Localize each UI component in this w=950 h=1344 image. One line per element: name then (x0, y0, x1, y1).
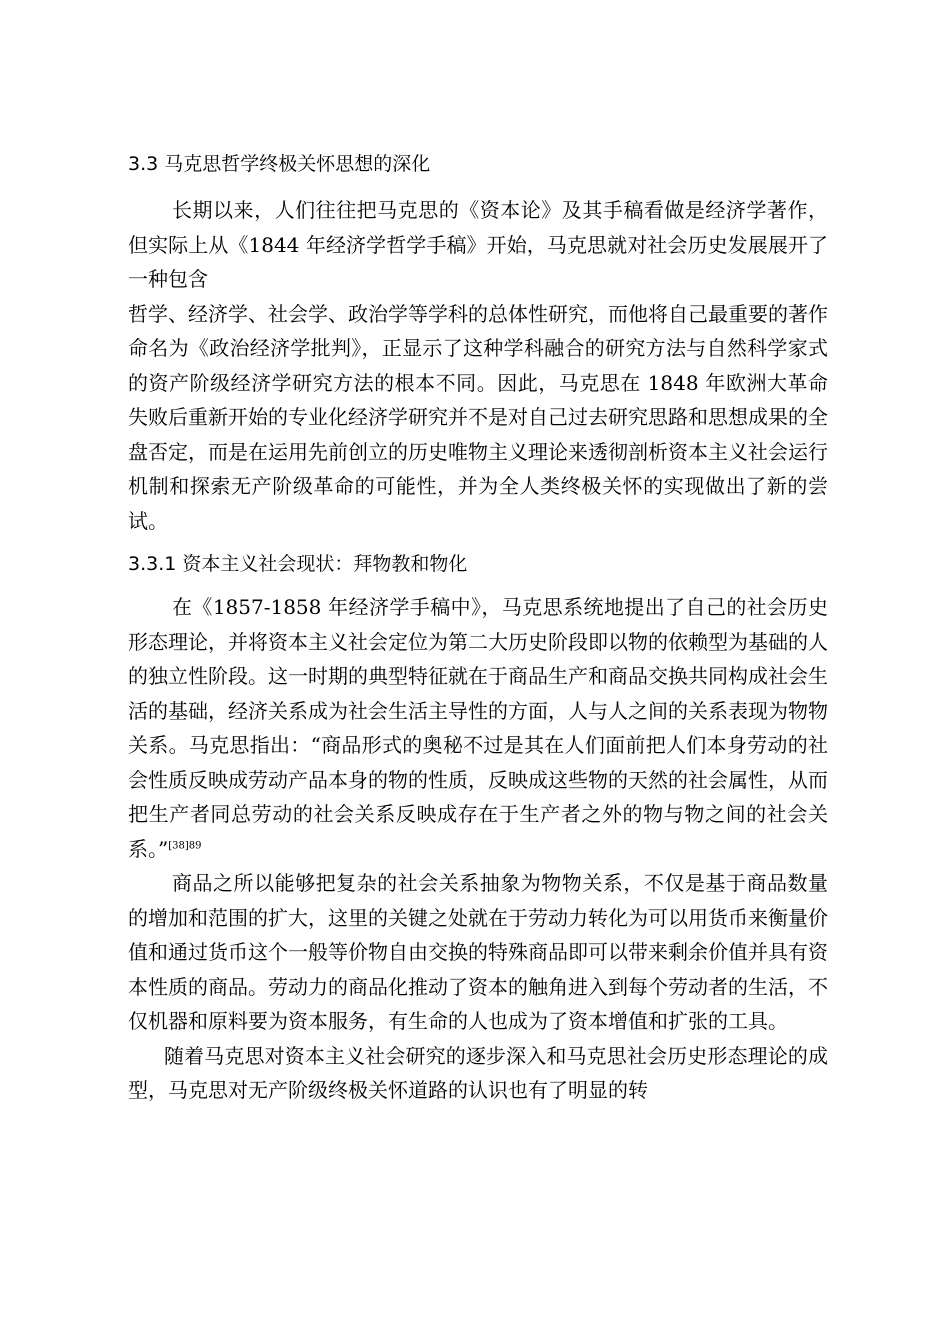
paragraph-1-start: 长期以来，人们往往把马克思的《资本论》及其手稿看做是经济学著作，但实际上从《1844 年经济学哲学手稿》开始，马克思就对社会历史发展展开了一种包含 (128, 198, 828, 291)
paragraph-3: 商品之所以能够把复杂的社会关系抽象为物物关系，不仅是基于商品数量的增加和范围的扩大，这里的关键之处就在于劳动力转化为可以用货币来衡量价值和通过货币这个一般等价物自由交换的特殊商品即可以带来剩余价值并具有资本性质的商品。劳动力的商品化推动了资本的触角进入到每个劳动者的生活，不仅机器和原料要为资本服务，有生命的人也成为了资本增值和扩张的工具。 (128, 871, 828, 1033)
section-heading-3-3: 3.3 马克思哲学终极关怀思想的深化 (128, 153, 431, 175)
paragraph-1-continuation: 哲学、经济学、社会学、政治学等学科的总体性研究，而他将自己最重要的著作命名为《政治经济学批判》，正显示了这种学科融合的研究方法与自然科学家式的资产阶级经济学研究方法的根本不同。因此，马克思在 1848 年欧洲大革命失败后重新开始的专业化经济学研究并不是对自己过去研究思路和思想成果的全盘否定，而是在运用先前创立的历史唯物主义理论来透彻剖析资本主义社会运行机制和探索无产阶级革命的可能性，并为全人类终极关怀的实现做出了新的尝试。 (128, 301, 828, 533)
document-page (128, 150, 828, 1108)
section-heading-3-3-1: 3.3.1 资本主义社会现状：拜物教和物化 (128, 553, 468, 575)
paragraph-4: 随着马克思对资本主义社会研究的逐步深入和马克思社会历史形态理论的成型，马克思对无产阶级终极关怀道路的认识也有了明显的转 (128, 1043, 828, 1102)
paragraph-2-text: 在《1857-1858 年经济学手稿中》，马克思系统地提出了自己的社会历史形态理论，并将资本主义社会定位为第二大历史阶段即以物的依赖型为基础的人的独立性阶段。这一时期的典型特征就在于商品生产和商品交换共同构成社会生活的基础，经济关系成为社会生活主导性的方面，人与人之间的关系表现为物物关系。马克思指出：“商品形式的奥秘不过是其在人们面前把人们本身劳动的社会性质反映成劳动产品本身的物的性质，反映成这些物的天然的社会属性，从而把生产者同总劳动的社会关系反映成存在于生产者之外的物与物之间的社会关系。” (128, 595, 828, 861)
citation-marker: [38]89 (168, 839, 202, 851)
paragraph-2 (128, 590, 828, 866)
